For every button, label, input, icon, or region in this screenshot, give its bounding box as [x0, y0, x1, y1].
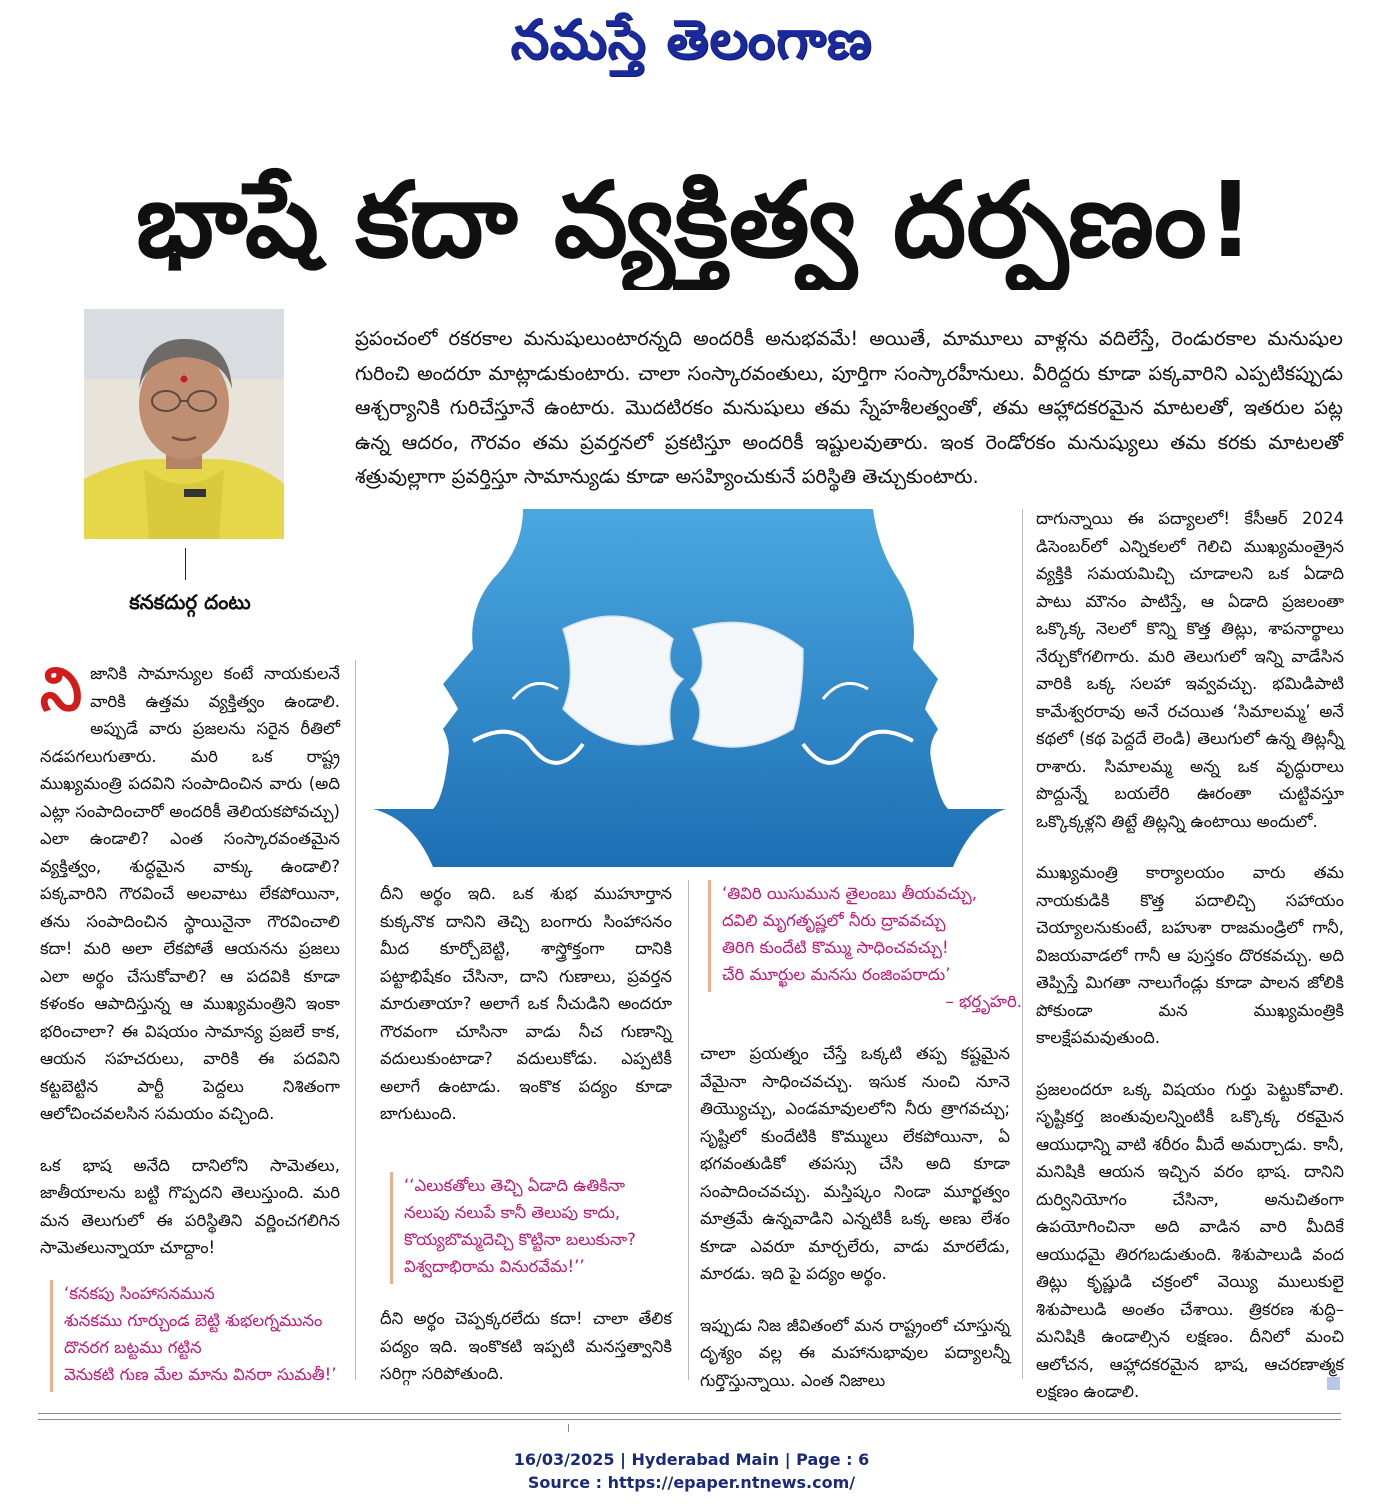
verse-bar [708, 880, 711, 992]
illustration-faces-puzzle [373, 509, 1006, 867]
column-divider [355, 660, 356, 1380]
verse-line: దొనరగ బట్టము గట్టిన [64, 1338, 202, 1357]
column-divider [1022, 509, 1023, 1379]
byline-divider [185, 548, 186, 580]
column-1-paragraph-2: ఒక భాష అనేది దానిలోని సామెతలు, జాతీయాలను బట్టి గొప్పదని తెలుస్తుంది. మరి మన తెలుగులో ఈ పరిస్థితిని వర్ణించగలిగిన సామెతలున్నాయా చూద్దాం! [40, 1155, 340, 1257]
column-3-paragraph-2: ఇప్పుడు నిజ జీవితంలో మన రాష్ట్రంలో చూస్తున్న దృశ్యం వల్ల ఈ మహానుభావుల పద్యాలన్నీ గుర్తొస్తున్నాయి. ఎంత నిజాలు [700, 1315, 1010, 1390]
verse-line: శునకము గూర్చుండ బెట్టి శుభలగ్నమునం [64, 1311, 323, 1330]
verse-line: కొయ్యబొమ్మదెచ్చి కొట్టినా బలుకునా? [404, 1230, 636, 1249]
verse-line: విశ్వదాభిరామ వినురవేమ!’’ [404, 1257, 585, 1276]
verse-line: ‘తివిరి యిసుమున తైలంబు తీయవచ్చు, [722, 884, 977, 903]
verse-sumati [50, 1280, 354, 1388]
end-mark [1327, 1377, 1340, 1390]
verse-line: తిరిగి కుందేటి కొమ్ము సాధించవచ్చు! [722, 938, 949, 957]
verse-line: చేరి మూర్ఖుల మనసు రంజింపరాదు’ [722, 965, 951, 984]
masthead [0, 0, 1383, 90]
verse-bar [390, 1172, 393, 1284]
column-1 [40, 655, 340, 1286]
newspaper-title: నమస్తే తెలంగాణ [510, 8, 873, 71]
verse-credit: – భర్తృహరి. [945, 992, 1022, 1011]
column-2 [380, 880, 672, 1152]
verse-line: నలుపు నలుపే కానీ తెలుపు కాదు, [404, 1203, 621, 1222]
column-1-text-1: జానికి సామాన్యుల కంటే నాయకులనే వారికి ఉత్తమ వ్యక్తిత్వం ఉండాలి. అప్పుడే వారు ప్రజలను సరైన రీతిలో నడపగలుగుతారు. మరి ఒక రాష్ట్ర ముఖ్యమంత్రి పదవిని సంపాదించిన వారు (అది ఎట్లా సంపాదించారో అందరికీ తెలియకపోవచ్చు) ఎలా ఉండాలి? ఎంత సంస్కారవంతమైన వ్యక్తిత్వం, శుద్ధమైన వాక్కు ఉండాలి? పక్కవారిని గౌరవించే అలవాటు లేకపోయినా, తను సంపాదించిన స్థాయినైనా గౌరవించాలి కదా! మరి అలా లేకపోతే ఆయనను ప్రజలు ఎలా అర్థం చేసుకోవాలి? ఆ పదవికి కూడా కళంకం ఆపాదిస్తున్న ఆ ముఖ్యమంత్రిని ఇంకా భరించాలా? ఈ విషయం సామాన్య ప్రజలే కాక, ఆయన సహచరులు, వారికి ఈ పదవిని కట్టబెట్టిన పార్టీ పెద్దలు నిశితంగా ఆలోచించవలసిన సమయం వచ్చింది. [40, 664, 340, 1123]
footer-rule [38, 1413, 1341, 1414]
column-2-paragraph-2: దీని అర్థం చెప్పక్కరలేదు కదా! చాలా తేలిక పద్యం ఇది. ఇంకొకటి ఇప్పటి మనస్తత్వానికి సరిగ్గా సరిపోతుంది. [380, 1309, 672, 1383]
verse-line: వెనుకటి గుణ మేల మాను వినరా సుమతీ!’ [64, 1365, 337, 1384]
column-2b [380, 1305, 672, 1412]
column-3-paragraph-1: చాలా ప్రయత్నం చేస్తే ఒక్కటి తప్ప కష్టమైన వేమైనా సాధించవచ్చు. ఇసుక నుంచి నూనె తియ్యొచ్చు, ఎండమావులలోని నీరు త్రాగవచ్చు; సృష్టిలో కుందేటికి కొమ్ములు లేకపోయినా, ఏ భగవంతుడికో తపస్సు చేసి అది కూడా సంపాదించవచ్చు. మస్తిష్కం నిండా మూర్ఖత్వం మాత్రమే ఉన్నవాడిని ఎన్నటికీ ఒక్క అణు లేశం కూడా ఎవరూ మార్చలేరు, వాడు మారలేడు, మారడు. ఇది పై పద్యం అర్థం. [700, 1044, 1010, 1283]
column-1-paragraph-1 [40, 655, 340, 1128]
column-2-paragraph-1: దీని అర్థం ఇది. ఒక శుభ ముహూర్తాన కుక్కనొక దానిని తెచ్చి బంగారు సింహాసనం మీద కూర్చోబెట్టి, శాస్త్రోక్తంగా దానికి పట్టాభిషేకం చేసినా, దాని గుణాలు, ప్రవర్తన మారుతాయా? అలాగే ఒక నీచుడిని అందరూ గౌరవంగా చూసినా వాడు నీచ గుణాన్ని వదులుకుంటాడా? వదులుకోడు. ఎప్పటికీ అలాగే ఉంటాడు. ఇంకొక పద్యం కూడా బాగుటుంది. [380, 884, 672, 1123]
author-photo [84, 309, 284, 539]
footer-source: Source : https://epaper.ntnews.com/ [527, 1473, 856, 1492]
footer-info: 16/03/2025 | Hyderabad Main | Page : 6 [513, 1450, 870, 1469]
column-4-paragraph-1: దాగున్నాయి ఈ పద్యాలలో! కేసీఆర్ 2024 డిసెంబర్‌లో ఎన్నికలలో గెలిచి ముఖ్యమంత్రైన వ్యక్తికి సమయమిచ్చి చూడాలని ఒక ఏడాది పాటు మౌనం పాటిస్తే, ఆ ఏడాది ప్రజలంతా ఒక్కొక్క నెలలో కొన్ని కొత్త తిట్లు, శాపనార్థాలు నేర్చుకోగలిగారు. మరి తెలుగులో ఇన్ని వాడేసిన వారికి ఒక్క సలహా ఇవ్వవచ్చు. భమిడిపాటి కామేశ్వరరావు అనే రచయిత ‘సిమాలమ్మ’ అనే కథలో (కథ పెద్దదే లెండి) తెలుగులో ఉన్న తిట్లన్నీ రాశారు. సిమాలమ్మ అన్న ఒక వృద్ధురాలు పొద్దున్నే బయలేరి ఊరంతా చుట్టివస్తూ ఒక్కొక్కళ్లని తిట్టే తిట్లన్ని ఉంటాయి అందులో. [1036, 509, 1344, 831]
footer-tick [568, 1424, 569, 1432]
column-divider [688, 880, 689, 1380]
verse-line: దవిలి మృగతృష్ణలో నీరు ద్రావవచ్చు [722, 911, 946, 930]
article-headline: భాషే కదా వ్యక్తిత్వ దర్పణం! [135, 159, 1255, 281]
author-byline: కనకదుర్గ దంటు [129, 590, 251, 614]
verse-line: ‘‘ఎలుకతోలు తెచ్చి ఏడాది ఉతికినా [404, 1176, 626, 1195]
drop-cap: ని [40, 655, 83, 725]
verse-bar [50, 1280, 53, 1392]
verse-line: ‘కనకపు సింహాసనమున [64, 1284, 215, 1303]
column-4-paragraph-3: ప్రజలందరూ ఒక్క విషయం గుర్తు పెట్టుకోవాలి. సృష్టికర్త జంతువులన్నింటికీ ఒక్కొక్క రకమైన ఆయుధాన్ని వాటి శరీరం మీదే అమర్చాడు. కానీ, మనిషికి ఆయన ఇచ్చిన వరం భాష. దానిని దుర్వినియోగం చేసినా, అనుచితంగా ఉపయోగించినా అది వాడిన వారి మీదికే ఆయుధమై తిరగబడుతుంది. శిశుపాలుడి వంద తిట్లు కృష్ణుడి చక్రంలో వెయ్యి ములుకులై శిశుపాలుడి అంతం చేశాయి. త్రికరణ శుద్ధి–మనిషికి ఉండాల్సిన లక్షణం. దీనిలో మంచి ఆలోచన, ఆహ్లాదకరమైన భాష, ఆచరణాత్మక లక్షణం ఉండాలి. [1036, 1079, 1344, 1401]
column-4 [1036, 505, 1344, 1430]
verse-bhartruhari [708, 880, 1022, 1015]
verse-vemana [390, 1172, 686, 1280]
column-3 [700, 1040, 1010, 1418]
footer-rule [38, 1419, 1341, 1420]
intro-paragraph: ప్రపంచంలో రకరకాల మనుషులుంటారన్నది అందరికీ అనుభవమే! అయితే, మామూలు వాళ్లను వదిలేస్తే, రెండురకాల మనుషుల గురించి అందరూ మాట్లాడుకుంటారు. చాలా సంస్కారవంతులు, పూర్తిగా సంస్కారహీనులు. వీరిద్దరు కూడా పక్కవారిని ఎప్పటికప్పుడు ఆశ్చర్యానికి గురిచేస్తూనే ఉంటారు. మొదటిరకం మనుషులు తమ స్నేహశీలత్వంతో, తమ ఆహ్లాదకరమైన మాటలతో, ఇతరుల పట్ల ఉన్న ఆదరం, గౌరవం తమ ప్రవర్తనలో ప్రకటిస్తూ అందరికీ ఇష్టులవుతారు. ఇంక రెండోరకం మనుష్యులు తమ కరకు మాటలతో శత్రువుల్లాగా ప్రవర్తిస్తూ సామాన్యుడు కూడా అసహ్యించుకునే పరిస్థితి తెచ్చుకుంటారు. [355, 327, 1343, 488]
column-4-paragraph-2: ముఖ్యమంత్రి కార్యాలయం వారు తమ నాయకుడికి కొత్త పదాలిచ్చి సహాయం చెయ్యాలనుకుంటే, బహుశా రాజమండ్రిలో గానీ, విజయవాడలో గానీ ఆ పుస్తకం దొరకవచ్చు. అది తెప్పిస్తే మిగతా నాలుగేండ్లు కూడా పాలన జోలికి పోకుండా మన ముఖ్యమంత్రికి కాలక్షేపమవుతుంది. [1036, 863, 1344, 1047]
